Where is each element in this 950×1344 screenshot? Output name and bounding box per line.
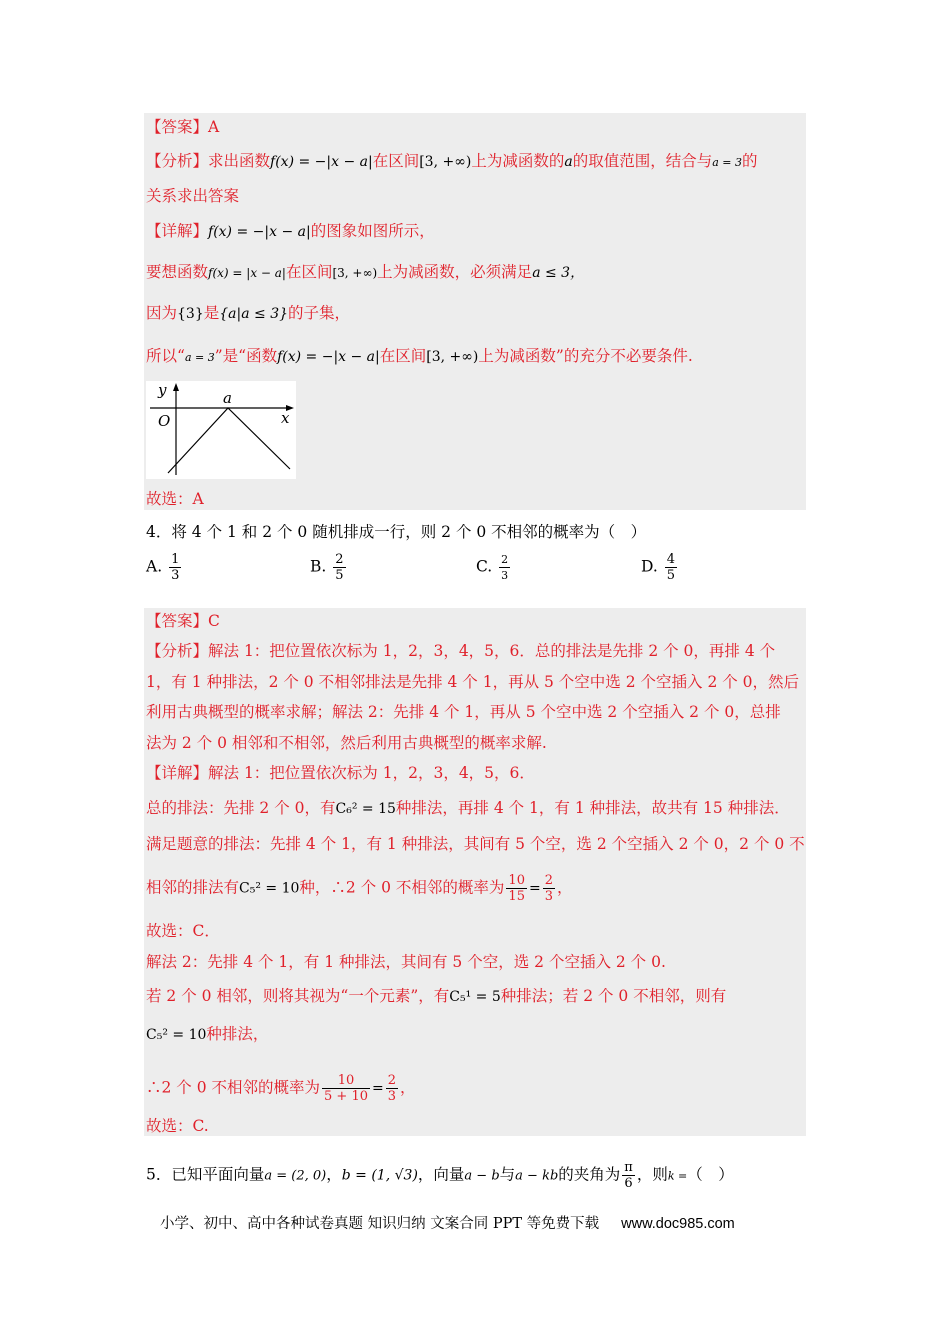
q4-option-c[interactable]: C. $\frac{2}{3}$ xyxy=(476,553,509,582)
y-axis-arrow xyxy=(173,383,179,391)
q3-detail-line-4: 所以“a = 3”是“函数f(x) = −|x − a|在区间[3, +∞)上为减函数”的充分不必要条件. xyxy=(146,347,693,365)
q4-detail-line-4: 相邻的排法有C₅² = 10种，∴2 个 0 不相邻的概率为 $\frac{10}{15}$ = $\frac{2}{3}$ ， xyxy=(146,873,573,904)
q4-sol2-line-3: C₅² = 10种排法， xyxy=(146,1025,269,1043)
graph-label-y: y xyxy=(158,381,167,399)
q5-question: 5．已知平面向量a = (2, 0)，b = (1, √3)，向量a − b与a − kb的夹角为 $\frac{\pi}{6}$ ，则k =（ ） xyxy=(146,1160,734,1191)
graph-label-o: O xyxy=(158,412,171,430)
page-footer xyxy=(160,1212,735,1233)
q3-answer: 【答案】A xyxy=(146,118,220,136)
q4-detail-line-3: 满足题意的排法：先排 4 个 1，有 1 种排法，其间有 5 个空，选 2 个空插入 2 个 0，2 个 0 不 xyxy=(146,835,805,853)
q4-option-a[interactable]: A. $\frac{1}{3}$ xyxy=(146,552,180,583)
q4-choose-2: 故选：C. xyxy=(146,1117,209,1135)
q4-analysis-line-4: 法为 2 个 0 相邻和不相邻，然后利用古典概型的概率求解. xyxy=(146,734,547,752)
q4-analysis-line-1: 【分析】解法 1：把位置依次标为 1，2，3，4，5，6．总的排法是先排 2 个 0，再排 4 个 xyxy=(146,642,776,660)
q3-choose: 故选：A xyxy=(146,490,204,508)
q4-analysis-line-3: 利用古典概型的概率求解；解法 2：先排 4 个 1，再从 5 个空中选 2 个空插入 2 个 0，总排 xyxy=(146,703,781,721)
q3-detail-line-1: 【详解】f(x) = −|x − a|的图象如图所示， xyxy=(146,222,435,240)
q4-option-b[interactable]: B. $\frac{2}{5}$ xyxy=(310,552,344,583)
q4-sol2-line-1: 解法 2：先排 4 个 1，有 1 种排法，其间有 5 个空，选 2 个空插入 2 个 0. xyxy=(146,953,666,971)
q4-sol2-line-2: 若 2 个 0 相邻，则将其视为“一个元素”，有C₅¹ = 5种排法；若 2 个 0 不相邻，则有 xyxy=(146,987,727,1005)
q3-analysis-line-1: 【分析】求出函数f(x) = −|x − a|在区间[3, +∞)上为减函数的a的取值范围，结合与a = 3的 xyxy=(146,152,758,170)
footer-url[interactable]: www.doc985.com xyxy=(621,1216,735,1232)
q4-detail-line-2: 总的排法：先排 2 个 0，有C₆² = 15种排法，再排 4 个 1，有 1 种排法，故共有 15 种排法． xyxy=(146,799,790,817)
graph-curve xyxy=(168,408,290,473)
q3-function-graph xyxy=(146,381,296,479)
graph-label-a: a xyxy=(223,389,232,407)
q4-answer: 【答案】C xyxy=(146,612,220,630)
q4-choose-1: 故选：C． xyxy=(146,922,220,940)
q4-option-d[interactable]: D. $\frac{4}{5}$ xyxy=(641,552,676,583)
q3-analysis-line-2: 关系求出答案 xyxy=(146,187,240,205)
q4-detail-line-1: 【详解】解法 1：把位置依次标为 1，2，3，4，5，6． xyxy=(146,764,535,782)
q3-detail-line-3: 因为{3}是{a|a ≤ 3}的子集， xyxy=(146,304,351,322)
q4-question: 4．将 4 个 1 和 2 个 0 随机排成一行，则 2 个 0 不相邻的概率为（ ） xyxy=(146,523,647,541)
q4-analysis-line-2: 1，有 1 种排法，2 个 0 不相邻排法是先排 4 个 1，再从 5 个空中选 2 个空插入 2 个 0，然后 xyxy=(146,673,800,691)
q3-detail-line-2: 要想函数f(x) = |x − a|在区间[3, +∞)上为减函数，必须满足a ≤ 3， xyxy=(146,263,585,281)
graph-label-x: x xyxy=(281,409,290,427)
q4-sol2-line-4: ∴2 个 0 不相邻的概率为 $\frac{10}{5 + 10}$ = $\frac{2}{3}$ ， xyxy=(146,1073,416,1104)
footer-text: 小学、初中、高中各种试卷真题 知识归纳 文案合同 PPT 等免费下载 xyxy=(160,1216,600,1232)
